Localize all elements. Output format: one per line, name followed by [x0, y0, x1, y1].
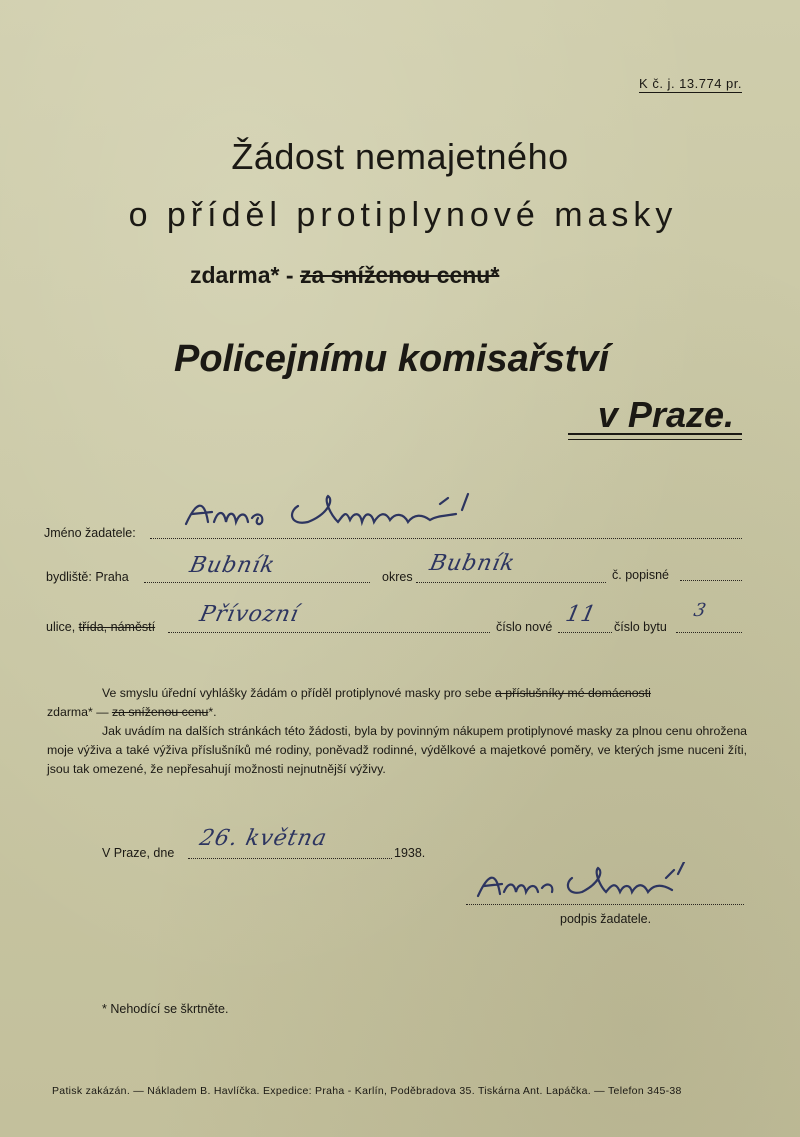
street-field-line — [168, 632, 490, 633]
signature-handwritten — [472, 862, 702, 906]
title-line-2: o příděl protiplynové masky — [128, 196, 678, 234]
street-label-struck: třída, náměstí — [78, 620, 156, 634]
title-line-1: Žádost nemajetného — [231, 136, 569, 177]
justification-paragraph: Jak uvádím na dalších stránkách této žádosti, byla by povinným nákupem protiplynové masky za plnou cenu ohrožena moje výživa a také výživa příslušníků mé rodiny, poněvadž rodinné, výdělkové a majetkové poměry, ve kterých jsme nuceni žíti, jsou tak omezené, že nepřesahují možnosti nejnutnější výživy. — [47, 724, 747, 776]
new-number-label: číslo nové — [496, 620, 553, 634]
footnote: * Nehodící se škrtněte. — [102, 1002, 229, 1016]
option-free: zdarma* - — [190, 262, 294, 288]
reference-number: K č. j. 13.774 pr. — [639, 76, 742, 91]
date-value: 26. května — [197, 826, 330, 851]
residence-field-line — [144, 582, 370, 583]
street-value: Přívozní — [197, 602, 302, 627]
request-text-a: Ve smyslu úřední vyhlášky žádám o příděl protiplynové masky pro sebe — [102, 686, 492, 700]
new-number-value: 11 — [563, 602, 599, 627]
request-text-c: *. — [208, 705, 217, 719]
price-option — [190, 262, 499, 289]
new-number-field-line — [558, 632, 612, 633]
date-field-line — [188, 858, 392, 859]
name-label: Jméno žadatele: — [44, 526, 136, 540]
request-text-struck-2: za sníženou cenu — [111, 705, 209, 719]
district-field-line — [416, 582, 606, 583]
residence-label: bydliště: Praha — [46, 570, 129, 584]
district-value: Bubník — [427, 551, 518, 576]
printer-footer: Patisk zakázán. — Nákladem B. Havlíčka. Expedice: Praha - Karlín, Poděbradova 35. Tiskárna Ant. Lapáčka. — Telefon 345-38 — [52, 1085, 682, 1097]
addressee-line-2: v Praze. — [597, 394, 734, 435]
flat-number-value: 3 — [691, 600, 709, 621]
option-reduced: za sníženou cenu* — [299, 262, 500, 288]
addressee-line-1: Policejnímu komisařství — [174, 338, 610, 380]
district-label: okres — [382, 570, 413, 584]
signature-label: podpis žadatele. — [560, 912, 652, 926]
residence-value: Bubník — [187, 553, 278, 578]
addressee-underline — [568, 433, 742, 440]
street-label — [46, 620, 155, 634]
flat-number-field-line — [676, 632, 742, 633]
flat-number-label: číslo bytu — [614, 620, 667, 634]
request-text-b: zdarma* — — [47, 705, 109, 719]
date-prefix: V Praze, dne — [102, 846, 175, 860]
house-number-label: č. popisné — [612, 568, 669, 582]
house-number-field-line — [680, 580, 742, 581]
signature-field-line — [466, 904, 744, 905]
name-handwritten — [178, 492, 488, 536]
request-text-struck: a příslušníky mé domácnosti — [495, 686, 651, 700]
date-year: 1938. — [394, 846, 426, 860]
request-paragraph — [47, 684, 747, 779]
name-field-line — [150, 538, 742, 539]
street-label-text: ulice, — [46, 620, 76, 634]
